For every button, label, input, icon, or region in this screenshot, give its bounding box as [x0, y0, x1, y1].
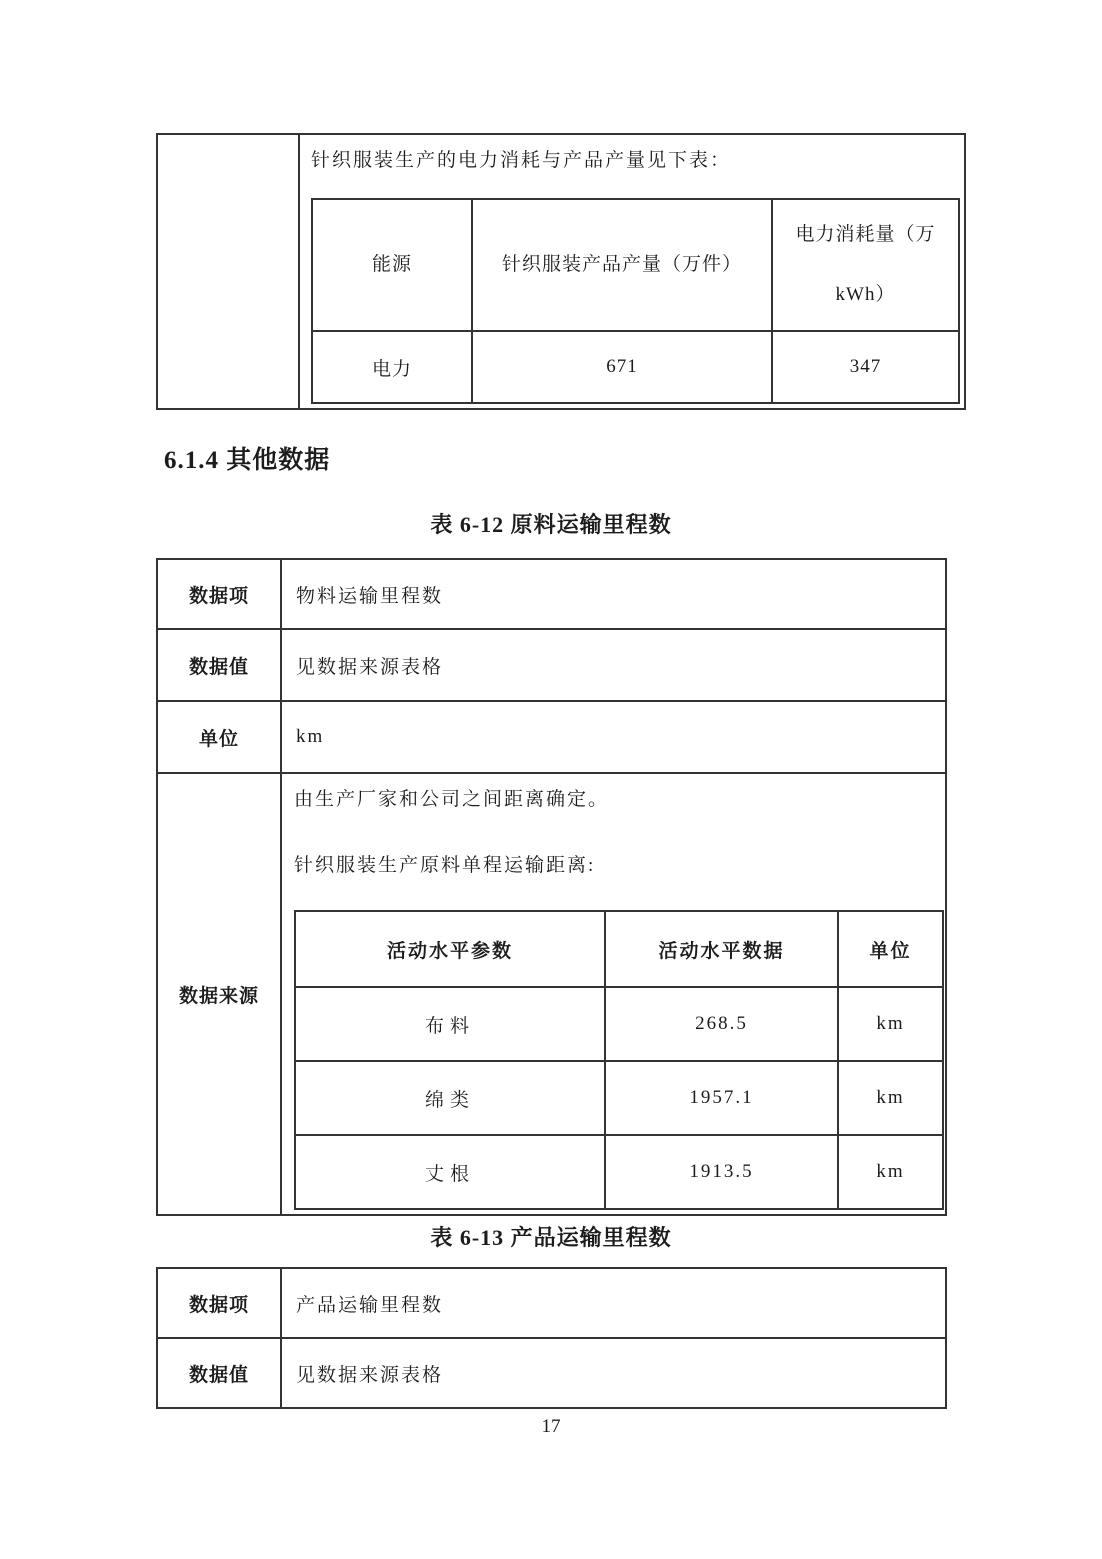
continued-table-empty-cell [157, 134, 299, 409]
table-row-data-source [157, 773, 946, 1215]
output-value-cell: 671 [472, 331, 772, 403]
row-label: 数据项 [157, 559, 281, 629]
value-cell: 268.5 [605, 987, 838, 1061]
power-value-cell: 347 [772, 331, 959, 403]
table-row-unit [157, 701, 946, 773]
activity-unit-header: 单位 [838, 911, 943, 987]
data-source-cell [281, 773, 946, 1215]
section-heading: 6.1.4 其他数据 [164, 447, 331, 474]
row-value: 见数据来源表格 [281, 1338, 946, 1408]
unit-cell: km [838, 1135, 943, 1209]
table-6-12 [156, 558, 947, 1216]
row-value: 物料运输里程数 [281, 559, 946, 629]
power-header-line1: 电力消耗量（万 [795, 224, 936, 245]
source-paragraph-2: 针织服装生产原料单程运输距离: [294, 855, 596, 876]
activity-param-header: 活动水平参数 [295, 911, 605, 987]
unit-cell: km [838, 987, 943, 1061]
value-cell: 1913.5 [605, 1135, 838, 1209]
table-6-13-title: 表 6-13 产品运输里程数 [430, 1225, 672, 1250]
activity-data-header: 活动水平数据 [605, 911, 838, 987]
activity-table-header-row [295, 911, 943, 987]
energy-table-header-row [312, 199, 959, 331]
electricity-consumption-table [156, 133, 966, 410]
row-label: 数据项 [157, 1268, 281, 1338]
output-header-cell: 针织服装产品产量（万件） [472, 199, 772, 331]
power-header-cell [772, 199, 959, 331]
param-cell: 绵类 [295, 1061, 605, 1135]
energy-output-table [311, 198, 960, 404]
row-label: 数据值 [157, 629, 281, 701]
activity-level-table [294, 910, 944, 1210]
row-label: 数据值 [157, 1338, 281, 1408]
continued-table-content-cell [299, 134, 965, 409]
table-6-12-title: 表 6-12 原料运输里程数 [430, 512, 672, 537]
source-paragraph-1: 由生产厂家和公司之间距离确定。 [294, 789, 610, 810]
row-value: 见数据来源表格 [281, 629, 946, 701]
energy-header-cell: 能源 [312, 199, 472, 331]
energy-value-cell: 电力 [312, 331, 472, 403]
table-row-data-value [157, 629, 946, 701]
table-row-data-item [157, 1268, 946, 1338]
activity-table-row [295, 1135, 943, 1209]
value-cell: 1957.1 [605, 1061, 838, 1135]
power-header-line2: kWh） [835, 284, 896, 305]
param-cell: 布料 [295, 987, 605, 1061]
row-label: 数据来源 [157, 773, 281, 1215]
table-row [157, 134, 965, 409]
activity-table-row [295, 987, 943, 1061]
energy-table-data-row [312, 331, 959, 403]
row-value: 产品运输里程数 [281, 1268, 946, 1338]
table-row-data-item [157, 559, 946, 629]
page-number: 17 [541, 1416, 561, 1437]
activity-table-row [295, 1061, 943, 1135]
electricity-intro-text: 针织服装生产的电力消耗与产品产量见下表： [311, 150, 732, 171]
param-cell: 丈根 [295, 1135, 605, 1209]
row-value: km [281, 701, 946, 773]
table-row-data-value [157, 1338, 946, 1408]
table-6-13 [156, 1267, 947, 1409]
unit-cell: km [838, 1061, 943, 1135]
row-label: 单位 [157, 701, 281, 773]
